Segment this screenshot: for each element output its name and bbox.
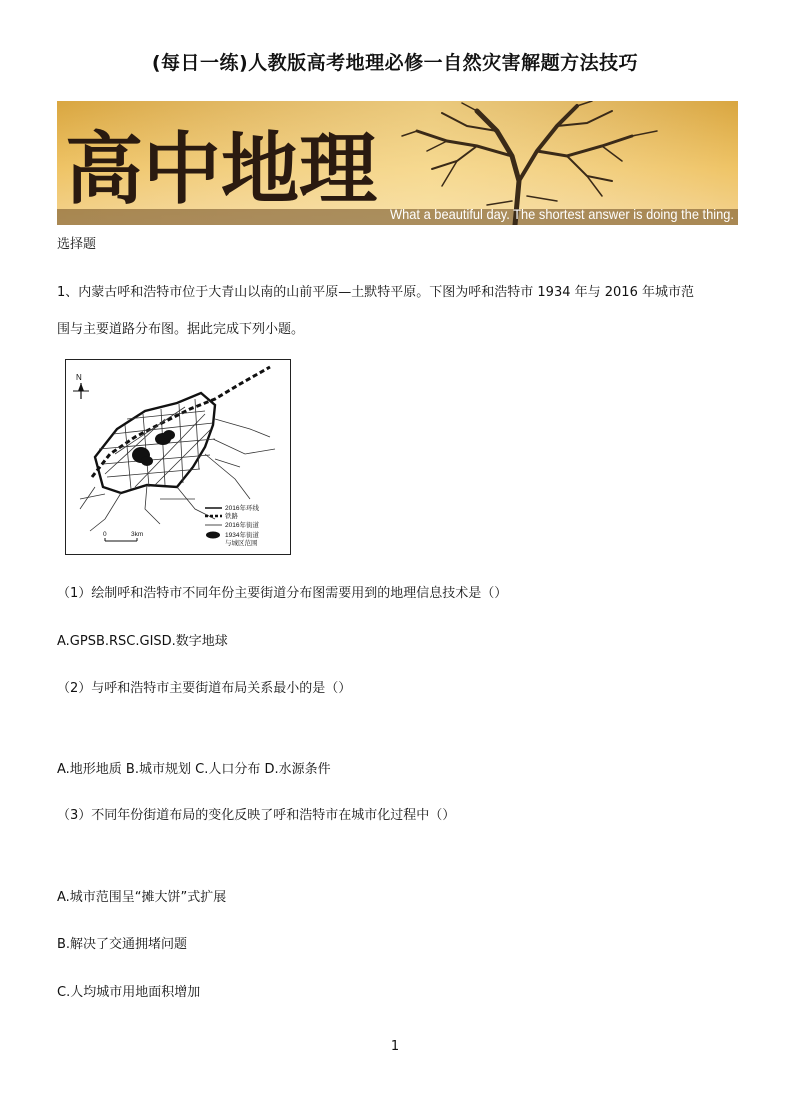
sub-question-2: （2）与呼和浩特市主要街道布局关系最小的是（） <box>57 681 352 696</box>
section-heading: 选择题 <box>57 237 97 252</box>
city-road-map <box>65 359 291 555</box>
sub-question-1: （1）绘制呼和浩特市不同年份主要街道分布图需要用到的地理信息技术是（） <box>57 586 508 601</box>
banner-heading: 高中地理 <box>65 124 378 215</box>
sub-question-2-options: A.地形地质 B.城市规划 C.人口分布 D.水源条件 <box>57 762 331 777</box>
document-title: (每日一练)人教版高考地理必修一自然灾害解题方法技巧 <box>151 52 639 74</box>
svg-text:与城区范围: 与城区范围 <box>225 540 258 547</box>
svg-text:2016年街道: 2016年街道 <box>225 522 259 529</box>
banner-image <box>57 101 738 225</box>
svg-text:N: N <box>76 373 82 382</box>
svg-text:铁路: 铁路 <box>225 513 238 520</box>
question-stem-line-1: 1、内蒙古呼和浩特市位于大青山以南的山前平原—土默特平原。下图为呼和浩特市 1934 年与 2016 年城市范 <box>57 285 694 300</box>
svg-text:3km: 3km <box>131 531 144 538</box>
sub-question-3: （3）不同年份街道布局的变化反映了呼和浩特市在城市化过程中（） <box>57 808 456 823</box>
sub-question-3-option-b: B.解决了交通拥堵问题 <box>57 937 188 952</box>
svg-text:0: 0 <box>103 531 107 538</box>
header-banner <box>57 101 738 225</box>
sub-question-3-option-c: C.人均城市用地面积增加 <box>57 985 201 1000</box>
svg-text:1934年街道: 1934年街道 <box>225 532 259 539</box>
page-number: 1 <box>390 1039 400 1054</box>
sub-question-1-options: A.GPSB.RSC.GISD.数字地球 <box>57 634 228 649</box>
banner-slogan: What a beautiful day. The shortest answer is doing the thing. <box>390 206 734 222</box>
question-stem-line-2: 围与主要道路分布图。据此完成下列小题。 <box>57 322 305 337</box>
sub-question-3-option-a: A.城市范围呈“摊大饼”式扩展 <box>57 890 227 905</box>
svg-text:2016年环线: 2016年环线 <box>225 505 259 512</box>
